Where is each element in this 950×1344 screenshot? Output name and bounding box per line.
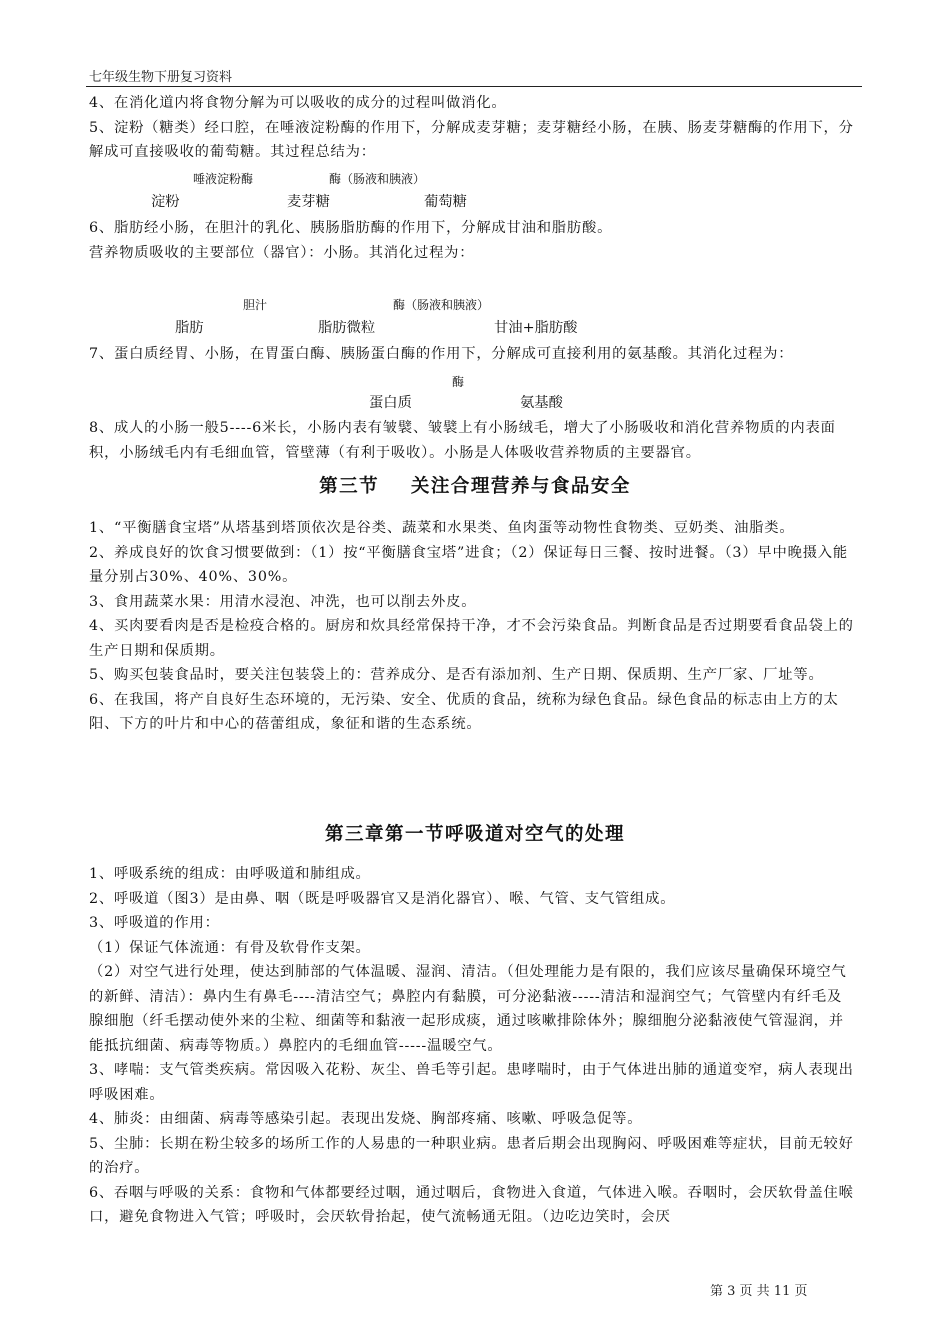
page-header: 七年级生物下册复习资料	[89, 70, 233, 85]
header-divider	[86, 86, 862, 87]
fat-agent-bile: 胆汁	[243, 298, 268, 312]
list-item: 6、在我国，将产自良好生态环境的，无污染、安全、优质的食品，统称为绿色食品。绿色食品的标志由上方的太阳、下方的叶片和中心的蓓蕾组成，象征和谐的生态系统。	[89, 691, 839, 732]
glycerol-node: 甘油+脂肪酸	[494, 320, 578, 336]
section-heading: 第三节 关注合理营养与食品安全	[319, 476, 631, 497]
small-intestine-paragraph	[89, 416, 857, 465]
nutrition-list	[89, 516, 857, 737]
list-item: 1、“平衡膳食宝塔”从塔基到塔顶依次是谷类、蔬菜和水果类、鱼肉蛋等动物性食物类、豆奶类、油脂类。	[89, 520, 795, 536]
list-item: 5、尘肺：长期在粉尘较多的场所工作的人易患的一种职业病。患者后期会出现胸闷、呼吸困难等症状，目前无较好的治疗。	[89, 1135, 854, 1176]
fat-paragraphs	[89, 216, 857, 265]
protein-node: 蛋白质	[369, 395, 412, 411]
glucose-node: 葡萄糖	[424, 194, 467, 210]
maltose-node: 麦芽糖	[287, 194, 330, 210]
list-item: 5、购买包装食品时，要关注包装袋上的：营养成分、是否有添加剂、生产日期、保质期、生产厂家、厂址等。	[89, 667, 824, 683]
paragraph: 5、淀粉（糖类）经口腔，在唾液淀粉酶的作用下，分解成麦芽糖；麦芽糖经小肠，在胰、肠麦芽糖酶的作用下，分解成可直接吸收的葡萄糖。其过程总结为：	[89, 119, 854, 160]
list-item: 3、食用蔬菜水果：用清水浸泡、冲洗，也可以削去外皮。	[89, 593, 477, 610]
paragraph: 营养物质吸收的主要部位（器官）：小肠。其消化过程为：	[89, 244, 475, 261]
list-item: 3、呼吸道的作用：	[89, 915, 220, 931]
list-item: 3、哮喘：支气管类疾病。常因吸入花粉、灰尘、兽毛等引起。患哮喘时，由于气体进出肺的通道变窄，病人表现出呼吸困难。	[89, 1062, 854, 1103]
chapter-heading: 第三章第一节呼吸道对空气的处理	[324, 824, 625, 845]
list-item: 1、呼吸系统的组成：由呼吸道和肺组成。	[89, 866, 371, 882]
fat-agent-enzyme: 酶（肠液和胰液）	[393, 298, 490, 312]
list-item: 4、肺炎：由细菌、病毒等感染引起。表现出发烧、胸部疼痛、咳嗽、呼吸急促等。	[89, 1111, 643, 1127]
protein-paragraph	[89, 342, 857, 367]
paragraph: 7、蛋白质经胃、小肠，在胃蛋白酶、胰肠蛋白酶的作用下，分解成可直接利用的氨基酸。其消化过程为：	[89, 346, 794, 362]
starch-enzyme-2: 酶（肠液和胰液）	[329, 172, 426, 186]
protein-enzyme: 酶	[452, 375, 465, 389]
page-number: 第 3 页 共 11 页	[710, 1284, 808, 1299]
amino-acid-node: 氨基酸	[520, 395, 563, 411]
digestion-paragraphs	[89, 91, 857, 165]
starch-enzyme-1: 唾液淀粉酶	[193, 172, 254, 186]
list-item: 2、呼吸道（图3）是由鼻、咽（既是呼吸器官又是消化器官）、喉、气管、支气管组成。	[89, 890, 676, 907]
list-item: 6、吞咽与呼吸的关系：食物和气体都要经过咽，通过咽后，食物进入食道，气体进入喉。吞咽时，会厌软骨盖住喉口，避免食物进入气管；呼吸时，会厌软骨抬起，使气流畅通无阻。（边吃边笑时，会厌	[89, 1184, 854, 1225]
list-item: （1）保证气体流通：有骨及软骨作支架。	[89, 939, 371, 956]
list-item: 2、养成良好的饮食习惯要做到：（1）按“平衡膳食宝塔”进食；（2）保证每日三餐、按时进餐。（3）早中晚摄入能量分别占30%、40%、30%。	[89, 544, 848, 585]
list-item: （2）对空气进行处理，使达到肺部的气体温暖、湿润、清洁。（但处理能力是有限的，我们应该尽量确保环境空气的新鲜、清洁）：鼻内生有鼻毛----清洁空气；鼻腔内有黏膜，可分泌黏液-----清洁和湿润空气；气管壁内有纤毛及腺细胞（纤毛摆动使外来的尘粒、细菌等和黏液一起形成痰，通过咳嗽排除体外；腺细胞分泌黏液使气管湿润，并能抵抗细菌、病毒等物质。）鼻腔内的毛细血管-----温暖空气。	[89, 964, 847, 1054]
list-item: 4、买肉要看肉是否是检疫合格的。厨房和炊具经常保持干净，才不会污染食品。判断食品是否过期要看食品袋上的生产日期和保质期。	[89, 618, 854, 659]
paragraph: 4、在消化道内将食物分解为可以吸收的成分的过程叫做消化。	[89, 95, 507, 111]
respiration-list	[89, 862, 857, 1230]
fat-node: 脂肪	[175, 320, 204, 336]
paragraph: 8、成人的小肠一般5----6米长，小肠内表有皱襞、皱襞上有小肠绒毛，增大了小肠吸收和消化营养物质的内表面积，小肠绒毛内有毛细血管，管壁薄（有利于吸收）。小肠是人体吸收营养物质的主要器官。	[89, 420, 836, 461]
starch-node: 淀粉	[151, 194, 180, 210]
paragraph: 6、脂肪经小肠，在胆汁的乳化、胰肠脂肪酶的作用下，分解成甘油和脂肪酸。	[89, 220, 613, 236]
fat-droplet-node: 脂肪微粒	[318, 320, 376, 336]
